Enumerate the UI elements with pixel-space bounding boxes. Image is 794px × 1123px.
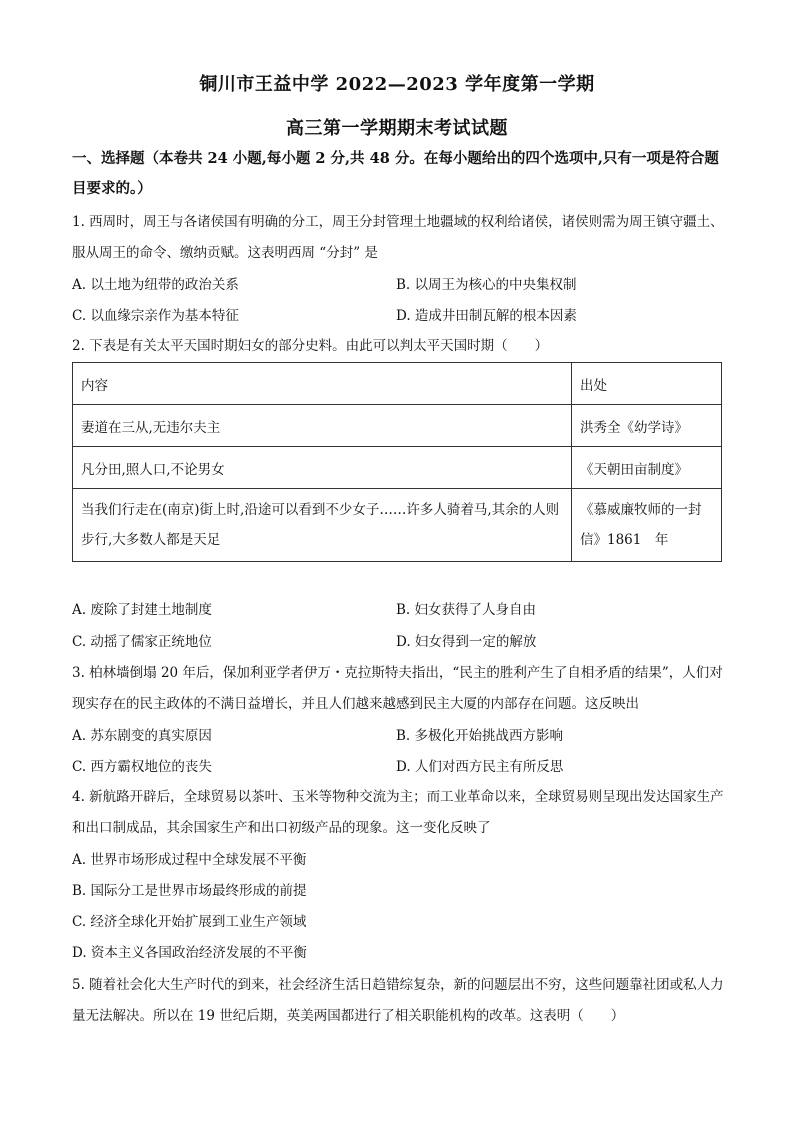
question-1-option-c: C. 以血缘宗亲作为基本特征: [72, 308, 239, 324]
question-1-option-d: D. 造成井田制瓦解的根本因素: [396, 308, 577, 324]
question-4-option-d: D. 资本主义各国政治经济发展的不平衡: [72, 945, 307, 961]
table-row: [73, 489, 722, 562]
table-cell: 凡分田,照人口,不论男女: [73, 447, 572, 489]
exam-subtitle: 高三第一学期期末考试试题: [286, 118, 508, 139]
question-4-stem: 4. 新航路开辟后，全球贸易以茶叶、玉米等物种交流为主；而工业革命以来，全球贸易则呈现出发达国家生产和出口制成品，其余国家生产和出口初级产品的现象。这一变化反映了: [72, 789, 724, 836]
table-cell: 《天朝田亩制度》: [572, 447, 722, 489]
question-3-stem: 3. 柏林墙倒塌 20 年后，保加利亚学者伊万・克拉斯特夫指出，“民主的胜利产生了自相矛盾的结果”，人们对现实存在的民主政体的不满日益增长，并且人们越来越感到民主大厦的内部存在问题。这反映出: [72, 665, 723, 712]
table-header-row: [73, 363, 722, 405]
question-1-stem: 1. 西周时，周王与各诸侯国有明确的分工，周王分封管理土地疆域的权利给诸侯，诸侯则需为周王镇守疆土、服从周王的命令、缴纳贡赋。这表明西周 “分封” 是: [72, 214, 724, 261]
table-header-source: 出处: [572, 363, 722, 405]
table-header-content: 内容: [73, 363, 572, 405]
question-2-option-b: B. 妇女获得了人身自由: [396, 602, 537, 618]
question-2-option-a: A. 废除了封建土地制度: [72, 602, 212, 618]
table-cell: 《慕威廉牧师的一封信》1861 年: [572, 489, 722, 562]
table-row: [73, 405, 722, 447]
question-3-option-d: D. 人们对西方民主有所反思: [396, 759, 564, 775]
question-2-option-c: C. 动摇了儒家正统地位: [72, 634, 212, 650]
question-1-option-b: B. 以周王为核心的中央集权制: [396, 277, 577, 293]
table-cell: 当我们行走在(南京)街上时,沿途可以看到不少女子……许多人骑着马,其余的人则步行,大多数人都是天足: [73, 489, 572, 562]
table-cell: 洪秀全《幼学诗》: [572, 405, 722, 447]
question-5-stem: 5. 随着社会化大生产时代的到来，社会经济生活日趋错综复杂，新的问题层出不穷，这些问题靠社团或私人力量无法解决。所以在 19 世纪后期，英美两国都进行了相关职能机构的改革。这表明（ ）: [72, 977, 724, 1024]
question-4-option-c: C. 经济全球化开始扩展到工业生产领域: [72, 914, 307, 930]
question-4-option-b: B. 国际分工是世界市场最终形成的前提: [72, 883, 307, 899]
question-4-option-a: A. 世界市场形成过程中全球发展不平衡: [72, 852, 307, 868]
section-heading: 一、选择题（本卷共 24 小题,每小题 2 分,共 48 分。在每小题给出的四个选项中,只有一项是符合题目要求的。）: [72, 150, 719, 197]
table-cell: 妻道在三从,无违尔夫主: [73, 405, 572, 447]
table-row: [73, 447, 722, 489]
question-1-option-a: A. 以土地为纽带的政治关系: [72, 277, 239, 293]
exam-title: 铜川市王益中学 2022—2023 学年度第一学期: [199, 74, 595, 95]
question-3-option-a: A. 苏东剧变的真实原因: [72, 728, 212, 744]
question-3-option-c: C. 西方霸权地位的丧失: [72, 759, 212, 775]
question-3-option-b: B. 多极化开始挑战西方影响: [396, 728, 564, 744]
question-2-stem: 2. 下表是有关太平天国时期妇女的部分史料。由此可以判太平天国时期（ ）: [72, 338, 549, 354]
question-2-option-d: D. 妇女得到一定的解放: [396, 634, 537, 650]
source-table: [72, 362, 722, 562]
